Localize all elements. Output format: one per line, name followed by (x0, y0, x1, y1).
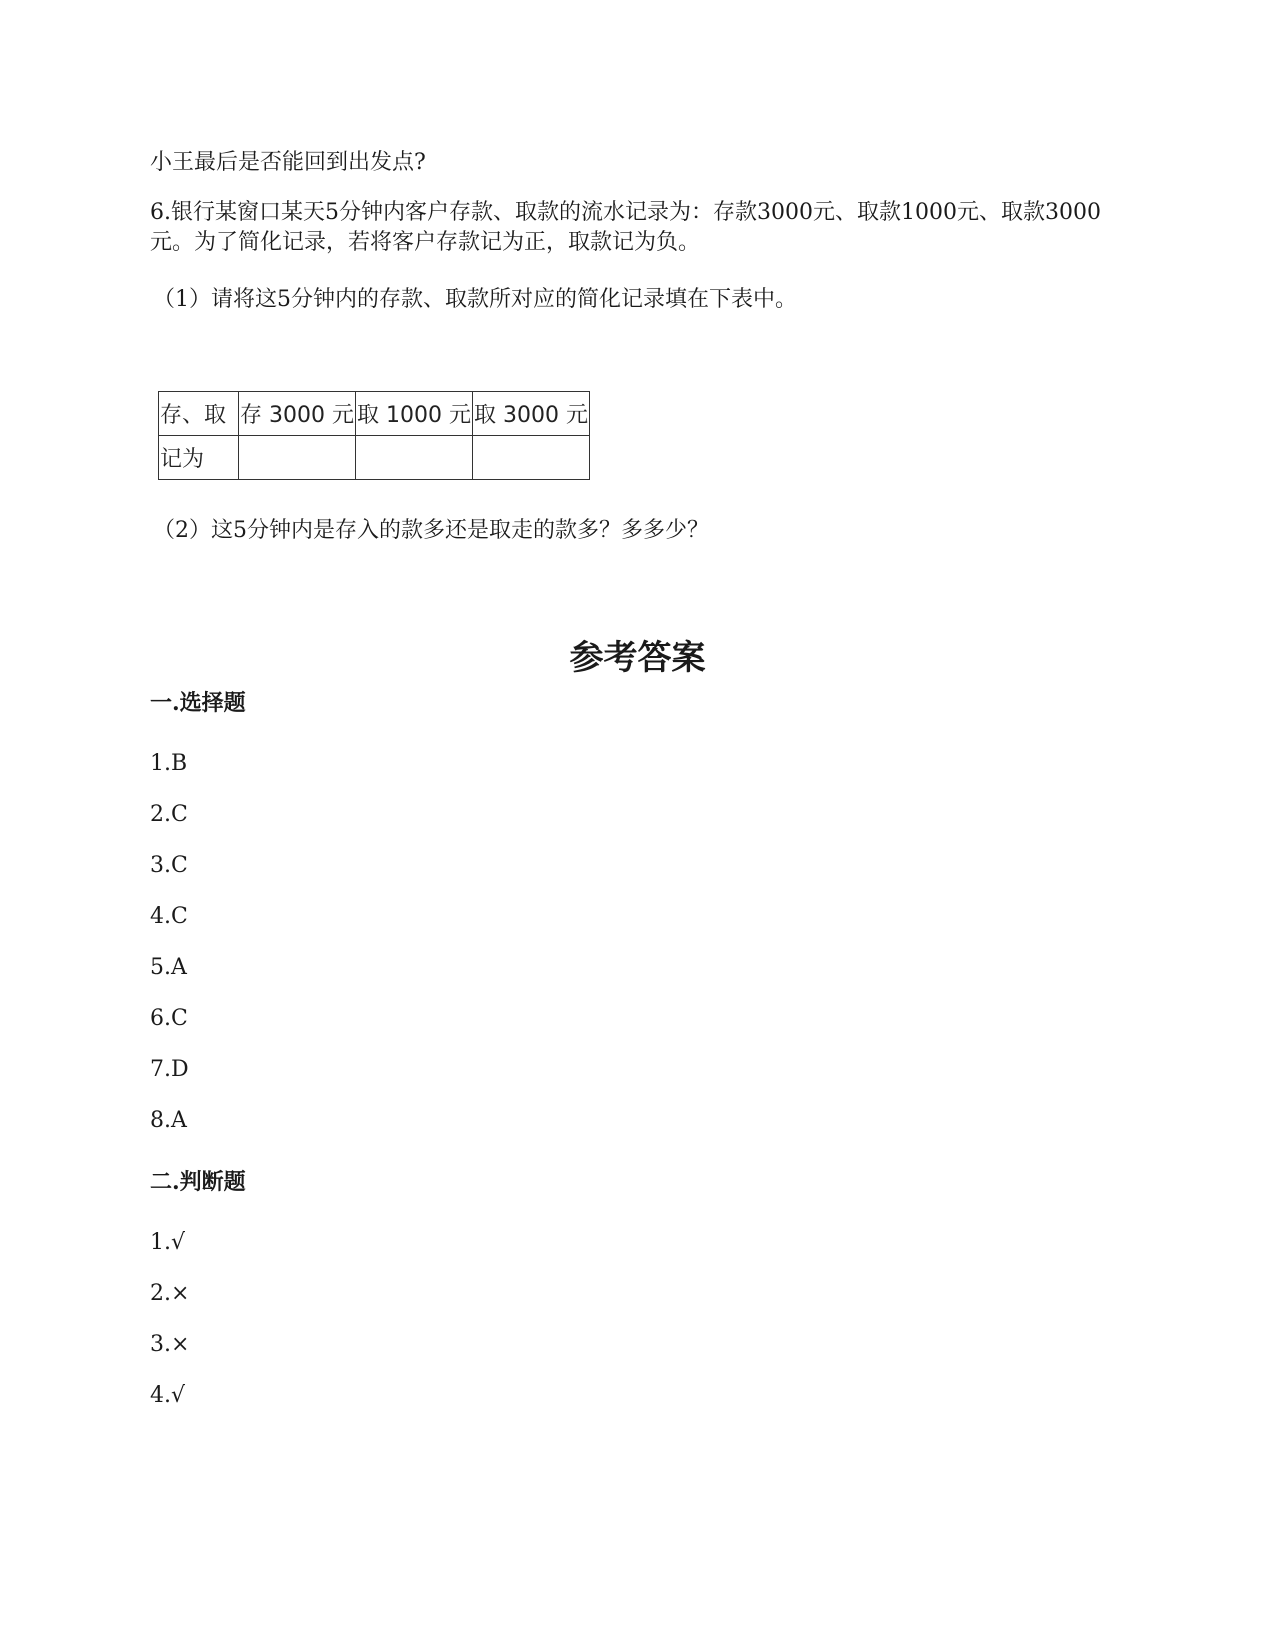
answer-blank-cell[interactable] (355, 436, 472, 480)
answer-item: 4.√ (150, 1383, 186, 1408)
question-6-text: 6.银行某窗口某天5分钟内客户存款、取款的流水记录为：存款3000元、取款1000元、取款3000元。为了简化记录，若将客户存款记为正，取款记为负。 (150, 200, 1101, 255)
answer-item: 4.C (150, 904, 188, 929)
answer-item: 3.C (150, 853, 188, 878)
previous-question-line: 小王最后是否能回到出发点? (150, 150, 426, 175)
answer-item: 7.D (150, 1057, 189, 1082)
answer-item: 3.× (150, 1332, 190, 1357)
answer-item: 6.C (150, 1006, 188, 1031)
answers-heading: 参考答案 (569, 638, 706, 678)
answer-item: 2.× (150, 1281, 190, 1306)
answer-item: 1.B (150, 751, 188, 776)
table-cell: 取 3000 元 (472, 392, 589, 436)
answer-item: 8.A (150, 1108, 187, 1133)
answer-blank-cell[interactable] (472, 436, 589, 480)
answer-item: 2.C (150, 802, 188, 827)
question-6-part-1: （1）请将这5分钟内的存款、取款所对应的简化记录填在下表中。 (153, 287, 797, 312)
answer-item: 5.A (150, 955, 187, 980)
table-cell: 存 3000 元 (239, 392, 356, 436)
record-table (158, 391, 590, 480)
answer-item: 1.√ (150, 1230, 186, 1255)
table-cell: 记为 (159, 436, 239, 480)
table-header-row (159, 392, 590, 436)
section-title-choice: 一.选择题 (150, 690, 246, 716)
table-row (159, 436, 590, 480)
table-cell: 取 1000 元 (355, 392, 472, 436)
table-cell: 存、取 (159, 392, 239, 436)
answer-blank-cell[interactable] (239, 436, 356, 480)
question-6-part-2: （2）这5分钟内是存入的款多还是取走的款多？多多少？ (153, 518, 709, 543)
section-title-judgment: 二.判断题 (150, 1169, 246, 1195)
